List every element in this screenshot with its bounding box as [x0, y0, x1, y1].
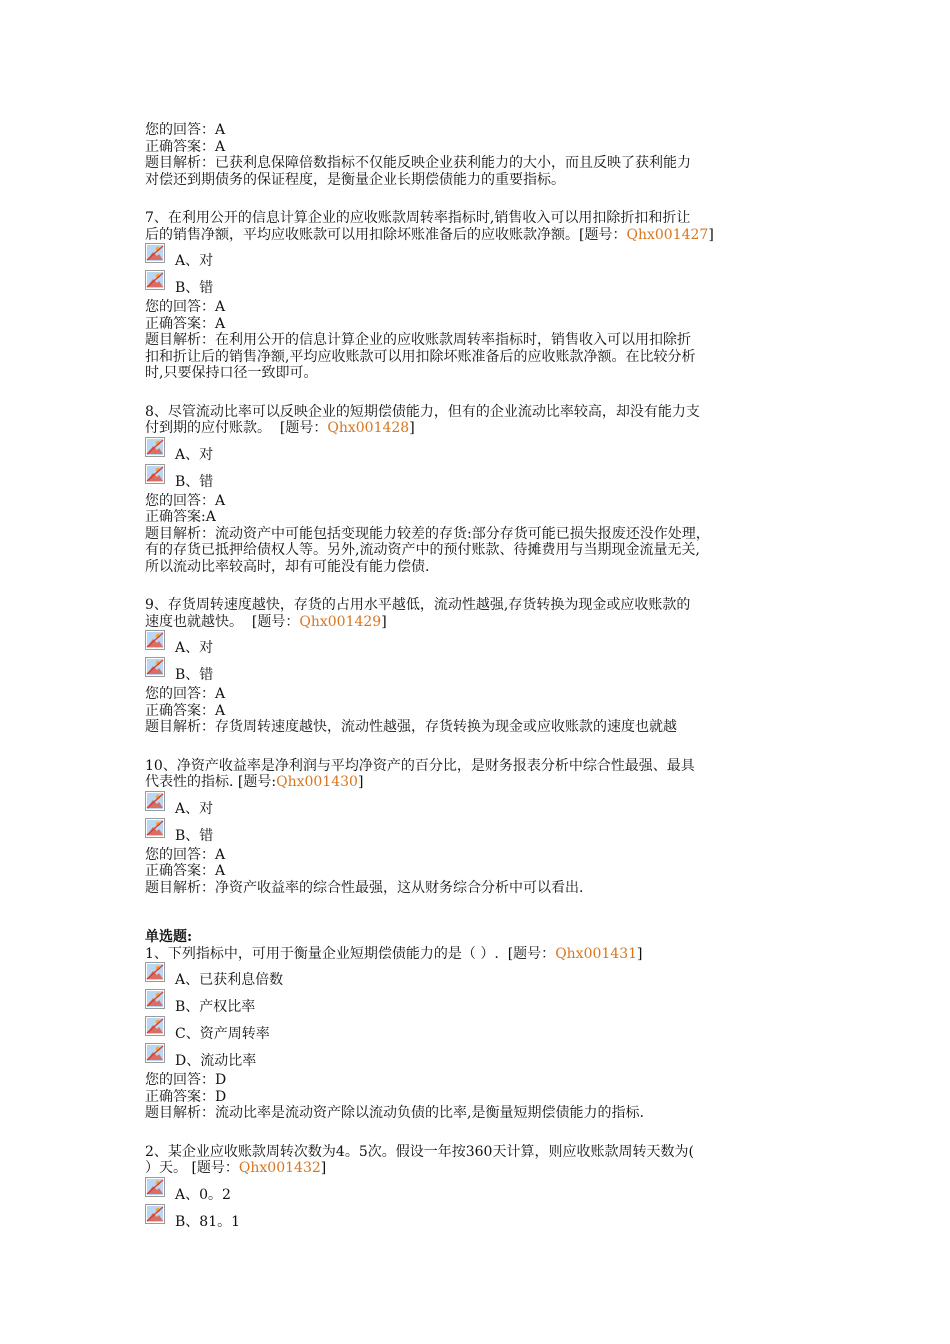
option-label: C、资产周转率: [175, 1026, 270, 1042]
option-b[interactable]: [145, 270, 815, 297]
option-d[interactable]: [145, 1043, 815, 1070]
question-id: [题号:Qhx001430]: [237, 774, 364, 790]
option-label: A、0。2: [175, 1186, 231, 1203]
broken-image-icon: [145, 791, 165, 811]
correct-answer-row: 正确答案：A: [145, 315, 226, 332]
question-text: 代表性的指标. [题号:Qhx001430]: [145, 774, 364, 790]
broken-image-icon: [145, 657, 165, 677]
question-text: ）天。 [题号：Qhx001432]: [145, 1160, 327, 1176]
your-answer-row: 您的回答：A: [145, 492, 226, 509]
question-text: 10、净资产收益率是净利润与平均净资产的百分比，是财务报表分析中综合性最强、最具: [145, 757, 695, 774]
broken-image-icon: [145, 270, 165, 290]
broken-image-icon: [145, 1043, 165, 1063]
your-answer-row: 您的回答：D: [145, 1072, 227, 1088]
analysis-row: 题目解析：流动资产中可能包括变现能力较差的存货:部分存货可能已损失报废还没作处理，: [145, 525, 710, 542]
option-label: D、流动比率: [175, 1053, 257, 1069]
question-text: 8、尽管流动比率可以反映企业的短期偿债能力，但有的企业流动比率较高，却没有能力支: [145, 403, 700, 420]
question-text: 速度也就越快。 [题号：Qhx001429]: [145, 613, 387, 630]
analysis-row: 题目解析：在利用公开的信息计算企业的应收账款周转率指标时，销售收入可以用扣除折: [145, 332, 691, 348]
analysis-row: 题目解析：净资产收益率的综合性最强，这从财务综合分析中可以看出.: [145, 879, 584, 896]
broken-image-icon: [145, 1177, 165, 1197]
broken-image-icon: [145, 464, 165, 484]
your-answer-row: 您的回答：A: [145, 299, 226, 315]
option-a[interactable]: [145, 791, 815, 818]
broken-image-icon: [145, 1016, 165, 1036]
option-a[interactable]: [145, 437, 815, 464]
question-text: 1、下列指标中，可用于衡量企业短期偿债能力的是（ ）. [题号：Qhx001431]: [145, 945, 643, 962]
question-text: 2、某企业应收账款周转次数为4。5次。假设一年按360天计算，则应收账款周转天数为(: [145, 1143, 694, 1160]
question-id: [题号：Qhx001432]: [191, 1160, 327, 1176]
option-label: A、已获利息倍数: [175, 972, 284, 988]
broken-image-icon: [145, 989, 165, 1009]
option-label: B、错: [175, 667, 214, 683]
analysis-row: 对偿还到期债务的保证程度，是衡量企业长期偿债能力的重要指标。: [145, 171, 565, 188]
question-id: [题号：Qhx001429]: [251, 613, 387, 630]
broken-image-icon: [145, 243, 165, 263]
option-b[interactable]: [145, 1204, 815, 1231]
option-label: B、错: [175, 827, 214, 844]
your-answer-row: 您的回答：A: [145, 686, 226, 702]
option-label: B、错: [175, 280, 214, 296]
correct-answer-row: 正确答案：A: [145, 138, 226, 155]
analysis-row: 题目解析：已获利息保障倍数指标不仅能反映企业获利能力的大小，而且反映了获利能力: [145, 155, 691, 171]
option-a[interactable]: [145, 243, 815, 270]
correct-answer-row: 正确答案：D: [145, 1088, 227, 1105]
analysis-row: 题目解析：流动比率是流动资产除以流动负债的比率,是衡量短期偿债能力的指标.: [145, 1105, 644, 1121]
question-text: 付到期的应付账款。 [题号：Qhx001428]: [145, 420, 415, 436]
correct-answer-row: 正确答案：A: [145, 863, 226, 879]
option-b[interactable]: [145, 989, 815, 1016]
correct-answer-row: 正确答案:A: [145, 509, 216, 525]
option-a[interactable]: [145, 962, 815, 989]
option-label: A、对: [175, 446, 214, 463]
broken-image-icon: [145, 962, 165, 982]
option-a[interactable]: [145, 630, 815, 657]
option-a[interactable]: [145, 1177, 815, 1204]
question-text: 后的销售净额，平均应收账款可以用扣除坏账准备后的应收账款净额。[题号：Qhx001427]: [145, 226, 714, 243]
option-label: A、对: [175, 800, 214, 817]
option-label: A、对: [175, 640, 214, 656]
question-text: 7、在利用公开的信息计算企业的应收账款周转率指标时,销售收入可以用扣除折扣和折让: [145, 210, 691, 226]
option-label: A、对: [175, 253, 214, 269]
option-b[interactable]: [145, 657, 815, 684]
option-b[interactable]: [145, 818, 815, 845]
broken-image-icon: [145, 630, 165, 650]
your-answer-row: 您的回答：A: [145, 122, 226, 138]
option-label: B、错: [175, 473, 214, 490]
your-answer-row: 您的回答：A: [145, 846, 226, 863]
analysis-row: 有的存货已抵押给债权人等。另外,流动资产中的预付账款、待摊费用与当期现金流量无关,: [145, 542, 700, 558]
document-page: [145, 122, 815, 1231]
broken-image-icon: [145, 1204, 165, 1224]
analysis-row: 时,只要保持口径一致即可。: [145, 365, 318, 381]
analysis-row: 题目解析：存货周转速度越快，流动性越强，存货转换为现金或应收账款的速度也就越: [145, 719, 677, 735]
question-text: 9、存货周转速度越快，存货的占用水平越低，流动性越强,存货转换为现金或应收账款的: [145, 597, 691, 613]
option-b[interactable]: [145, 464, 815, 491]
question-id: [题号：Qhx001427]: [579, 226, 714, 243]
option-label: B、产权比率: [175, 999, 256, 1015]
correct-answer-row: 正确答案：A: [145, 702, 226, 719]
broken-image-icon: [145, 437, 165, 457]
question-id: [题号：Qhx001431]: [507, 945, 643, 962]
broken-image-icon: [145, 818, 165, 838]
analysis-row: 所以流动比率较高时，却有可能没有能力偿债.: [145, 558, 430, 575]
option-c[interactable]: [145, 1016, 815, 1043]
option-label: B、81。1: [175, 1213, 241, 1230]
analysis-row: 扣和折让后的销售净额,平均应收账款可以用扣除坏账准备后的应收账款净额。在比较分析: [145, 348, 696, 365]
section-title: 单选题:: [145, 929, 193, 945]
question-id: [题号：Qhx001428]: [279, 420, 415, 436]
